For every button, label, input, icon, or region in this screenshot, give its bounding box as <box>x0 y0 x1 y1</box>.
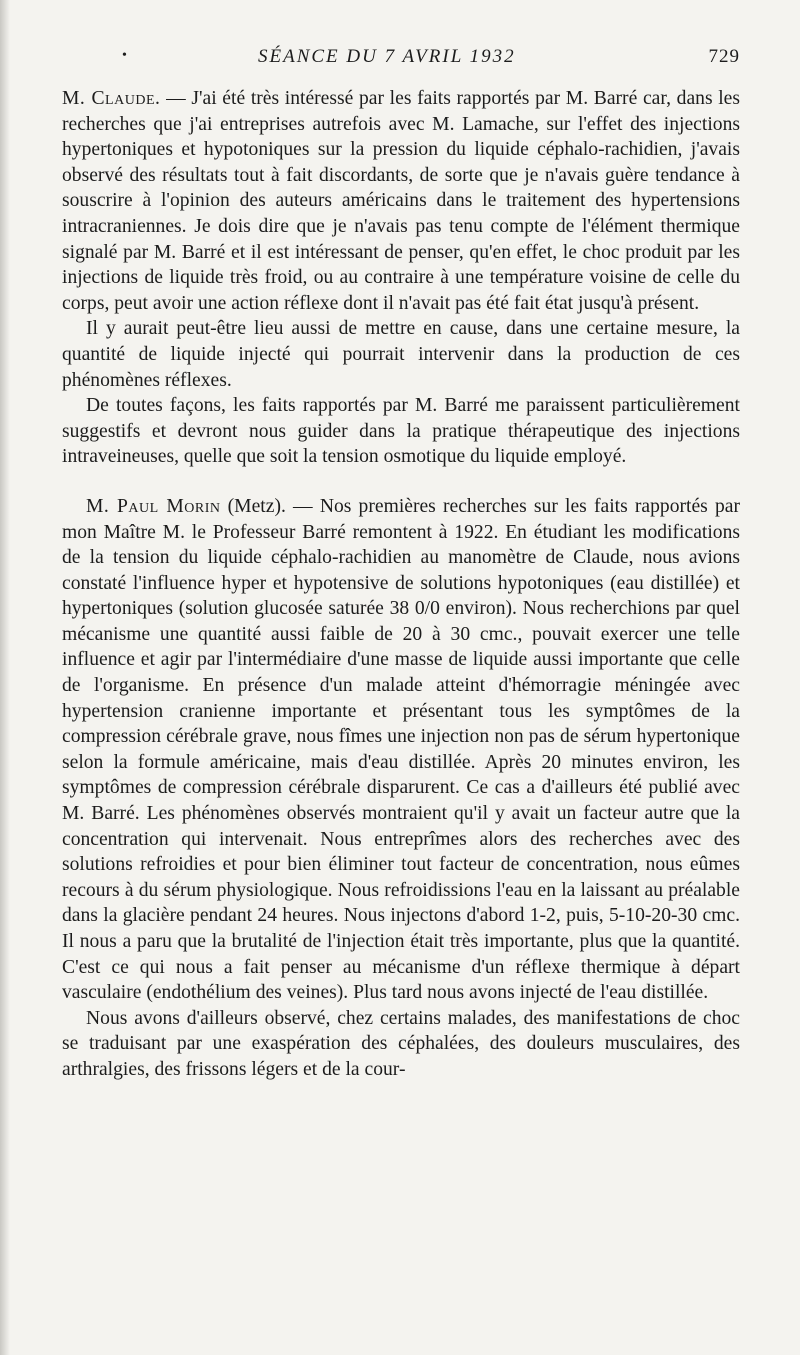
header-dot: • <box>122 48 128 63</box>
paragraph-text: (Metz). — Nos premières recherches sur les faits rapportés par mon Maître M. le Professeur Barré remontent à 1922. En étudiant les modifications de la tension du liquide céphalo-rachidien au manomètre de Claude, nous avions constaté l'influence hyper et hypotensive de solutions hypotoniques (eau distillée) et hypertoniques (solution glucosée saturée 38 0/0 environ). Nous recherchions par quel mécanisme une quantité aussi faible de 20 à 30 cmc., pouvait exercer une telle influence et agir par l'intermédiaire d'une masse de liquide aussi importante que celle de l'organisme. En présence d'un malade atteint d'hémorragie méningée avec hypertension cranienne importante et présentant tous les symptômes de la compression cérébrale grave, nous fîmes une injection non pas de sérum hypertonique selon la formule américaine, mais d'eau distillée. Après 20 minutes environ, les symptômes de compression cérébrale disparurent. Ce cas a d'ailleurs été publié avec M. Barré. Les phénomènes observés montraient qu'il y avait un facteur autre que la concentration qui intervenait. Nous entreprîmes alors des recherches avec des solutions refroidies et pour bien éliminer tout facteur de concentration, nous eûmes recours à du sérum physiologique. Nous refroidissions l'eau en la laissant au préalable dans la glacière pendant 24 heures. Nous injectons d'abord 1-2, puis, 5-10-20-30 cmc. Il nous a paru que la brutalité de l'injection était très importante, plus que la quantité. C'est ce qui nous a fait penser au mécanisme d'un réflexe thermique à départ vasculaire (endothélium des veines). Plus tard nous avons injecté de l'eau distillée. <box>62 495 740 1004</box>
paragraph-text: — J'ai été très intéressé par les faits rapportés par M. Barré car, dans les recherches que j'ai entreprises autrefois avec M. Lamache, sur l'effet des injections hypertoniques et hypotoniques sur la pression du liquide céphalo-rachidien, j'avais observé des résultats tout à fait discordants, de sorte que je n'avais guère tendance à souscrire à l'opinion des auteurs américains dans le traitement des hypertensions intracraniennes. Je dois dire que je n'avais pas tenu compte de l'élément thermique signalé par M. Barré et il est intéressant de penser, qu'en effet, le choc produit par les injections de liquide très froid, ou au contraire à une température voisine de celle du corps, peut avoir une action réflexe dont il n'avait pas été fait état jusqu'à présent. <box>62 88 741 314</box>
paragraph <box>62 393 740 470</box>
speaker-name: M. Paul Morin <box>86 495 221 517</box>
paragraph-text: Il y aurait peut-être lieu aussi de mettre en cause, dans une certaine mesure, la quantité de liquide injecté qui pourrait intervenir dans la production de ces phénomènes réflexes. <box>62 318 740 391</box>
paragraph-text: De toutes façons, les faits rapportés par M. Barré me paraissent particulièrement suggestifs et devront nous guider dans la pratique thérapeutique des injections intraveineuses, quelle que soit la tension osmotique du liquide employé. <box>62 395 740 468</box>
paragraph-text: Nous avons d'ailleurs observé, chez certains malades, des manifestations de choc se traduisant par une exaspération des céphalées, des douleurs musculaires, des arthralgies, des frissons légers et de la cour- <box>62 1007 740 1080</box>
page-edge-shadow <box>0 0 10 1355</box>
header-title: SÉANCE DU 7 AVRIL 1932 <box>258 46 516 67</box>
paragraph-morin <box>62 494 740 1006</box>
paragraph-claude <box>62 86 740 316</box>
page-number: 729 <box>708 46 740 67</box>
speaker-name: M. Claude. <box>62 88 161 109</box>
page-body <box>62 86 740 1083</box>
paragraph <box>62 316 740 393</box>
paragraph <box>62 1006 740 1083</box>
running-header <box>62 46 740 76</box>
